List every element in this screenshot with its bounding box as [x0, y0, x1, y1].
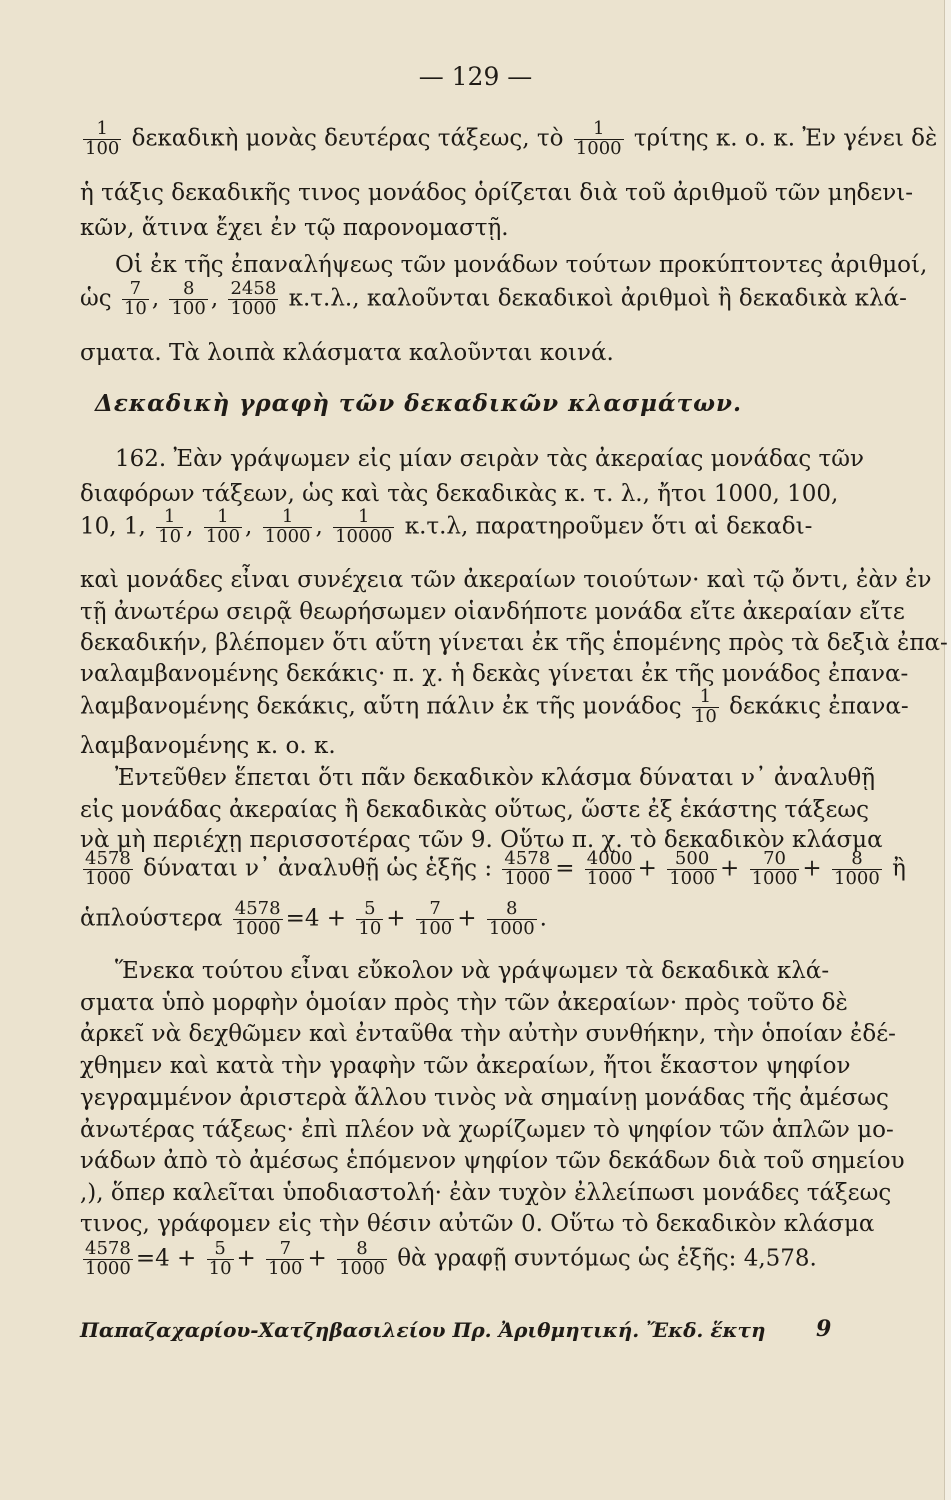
text-line: ναλαμβανομένης δεκάκις· π. χ. ἡ δεκὰς γίνεται ἐκ τῆς μονάδος ἐπανα-: [80, 661, 909, 687]
text-line: Οἱ ἐκ τῆς ἐπαναλήψεως τῶν μονάδων τούτων προκύπτοντες ἀριθμοί,: [115, 252, 928, 278]
text-line: Ἐντεῦθεν ἕπεται ὅτι πᾶν δεκαδικὸν κλάσμα δύναται ν᾽ ἀναλυθῇ: [115, 765, 876, 791]
text-line: ἀρκεῖ νὰ δεχθῶμεν καὶ ἐνταῦθα τὴν αὐτὴν συνθήκην, τὴν ὁποίαν ἐδέ-: [80, 1021, 896, 1047]
text-line: σματα. Τὰ λοιπὰ κλάσματα καλοῦνται κοινά.: [80, 340, 614, 366]
fraction: $\frac{5}{10}$: [358, 898, 382, 939]
fraction: $\frac{1}{1000}$: [575, 118, 622, 159]
fraction: $\frac{500}{1000}$: [669, 848, 716, 889]
text-line: ἡ τάξις δεκαδικῆς τινος μονάδος ὁρίζεται διὰ τοῦ ἀριθμοῦ τῶν μηδενι-: [80, 180, 914, 206]
text-line: κῶν, ἅτινα ἔχει ἐν τῷ παρονομαστῇ.: [80, 215, 509, 241]
fraction: $\frac{8}{1000}$: [834, 848, 880, 889]
fraction: $\frac{7}{100}$: [268, 1238, 303, 1279]
fraction: $\frac{70}{1000}$: [751, 848, 798, 889]
text-line: γεγραμμένον ἀριστερὰ ἄλλου τινὸς νὰ σημαίνῃ μονάδας τῆς ἀμέσως: [80, 1085, 889, 1111]
fraction: $\frac{8}{100}$: [171, 278, 206, 319]
text-line: διαφόρων τάξεων, ὡς καὶ τὰς δεκαδικὰς κ. τ. λ., ἤτοι 1000, 100,: [80, 481, 839, 507]
text-line: τῇ ἀνωτέρω σειρᾷ θεωρήσωμεν οἱανδήποτε μονάδα εἴτε ἀκεραίαν εἴτε: [80, 599, 905, 625]
equation-line: $\frac{4578}{1000}$ =4 + $\frac{5}{10}$ + $\frac{7}{100}$ + $\frac{8}{1000}$ θὰ γραφῇ συντόμως ὡς ἑξῆς: 4,578.: [85, 1238, 817, 1279]
text-line: λαμβανομένης κ. ο. κ.: [80, 733, 336, 759]
fraction: $\frac{4578}{1000}$: [234, 898, 281, 939]
page-edge: [944, 0, 951, 1500]
page-number: — 129 —: [418, 62, 533, 91]
fraction: $\frac{5}{10}$: [208, 1238, 232, 1279]
fraction: $\frac{1}{100}$: [85, 118, 120, 159]
fraction: $\frac{4578}{1000}$: [85, 1238, 131, 1279]
fraction: $\frac{1}{10}$: [158, 506, 182, 547]
text-line: $\frac{1}{100}$ δεκαδικὴ μονὰς δευτέρας τάξεως, τὸ $\frac{1}{1000}$ τρίτης κ. ο. κ. Ἐν γένει δὲ: [85, 118, 938, 159]
text-line: Ἕνεκα τούτου εἶναι εὔκολον νὰ γράψωμεν τὰ δεκαδικὰ κλά-: [115, 958, 830, 984]
text-line: νάδων ἀπὸ τὸ ἀμέσως ἑπόμενον ψηφίον τῶν δεκάδων διὰ τοῦ σημείου: [80, 1148, 905, 1174]
text-line: χθημεν καὶ κατὰ τὴν γραφὴν τῶν ἀκεραίων, ἤτοι ἕκαστον ψηφίον: [80, 1053, 851, 1079]
text-line: τινος, γράφομεν εἰς τὴν θέσιν αὐτῶν 0. Οὕτω τὸ δεκαδικὸν κλάσμα: [80, 1211, 875, 1237]
fraction: $\frac{7}{100}$: [417, 898, 453, 939]
text-line: ,), ὅπερ καλεῖται ὑποδιαστολή· ἐὰν τυχὸν ἐλλείπωσι μονάδες τάξεως: [80, 1180, 892, 1206]
fraction: $\frac{7}{10}$: [123, 278, 147, 319]
fraction: $\frac{4578}{1000}$: [85, 848, 131, 889]
text-line: λαμβανομένης δεκάκις, αὕτη πάλιν ἐκ τῆς μονάδος $\frac{1}{10}$ δεκάκις ἐπανα-: [80, 686, 909, 727]
fraction: $\frac{4000}{1000}$: [586, 848, 633, 889]
fraction: $\frac{1}{1000}$: [264, 506, 311, 547]
text-line: 162. Ἐὰν γράψωμεν εἰς μίαν σειρὰν τὰς ἀκεραίας μονάδας τῶν: [115, 446, 865, 472]
fraction: $\frac{4578}{1000}$: [504, 848, 551, 889]
fraction: $\frac{1}{100}$: [205, 506, 241, 547]
text-line: καὶ μονάδες εἶναι συνέχεια τῶν ἀκεραίων τοιούτων· καὶ τῷ ὄντι, ἐὰν ἐν: [80, 567, 932, 593]
section-heading: Δεκαδικὴ γραφὴ τῶν δεκαδικῶν κλασμάτων.: [95, 390, 742, 417]
text-line: νὰ μὴ περιέχῃ περισσοτέρας τῶν 9. Οὕτω π. χ. τὸ δεκαδικὸν κλάσμα: [80, 827, 883, 853]
footer-citation: Παπαζαχαρίου-Χατζηβασιλείου Πρ. Ἀριθμητική. Ἔκδ. ἕκτη: [80, 1318, 766, 1342]
fraction: $\frac{1}{10}$: [693, 686, 717, 727]
text-line: ὡς $\frac{7}{10}$ , $\frac{8}{100}$ , $\frac{2458}{1000}$ κ.τ.λ., καλοῦνται δεκαδικοὶ ἀριθμοὶ ἢ δεκαδικὰ κλά-: [80, 278, 907, 319]
text-line: εἰς μονάδας ἀκεραίας ἢ δεκαδικὰς οὕτως, ὥστε ἐξ ἑκάστης τάξεως: [80, 797, 870, 823]
fraction: $\frac{8}{1000}$: [488, 898, 535, 939]
fraction: $\frac{1}{10000}$: [335, 506, 393, 547]
text-line: 10, 1, $\frac{1}{10}$ , $\frac{1}{100}$ , $\frac{1}{1000}$ , $\frac{1}{10000}$ κ.τ.λ, παρατηροῦμεν ὅτι αἱ δεκαδι-: [80, 506, 813, 547]
text-line: ἀνωτέρας τάξεως· ἐπὶ πλέον νὰ χωρίζωμεν τὸ ψηφίον τῶν ἁπλῶν μο-: [80, 1117, 894, 1143]
fraction: $\frac{2458}{1000}$: [230, 278, 277, 319]
equation-line: $\frac{4578}{1000}$ δύναται ν᾽ ἀναλυθῇ ὡς ἑξῆς : $\frac{4578}{1000}$ = $\frac{4000}{1000}$ + $\frac{500}{1000}$ + $\frac{70}{1000}$ + $\frac{8}{1000}$ ἢ: [85, 848, 906, 889]
equation-line: ἁπλούστερα $\frac{4578}{1000}$ =4 + $\frac{5}{10}$ + $\frac{7}{100}$ + $\frac{8}{1000}$ .: [80, 898, 547, 939]
text-line: δεκαδικήν, βλέπομεν ὅτι αὕτη γίνεται ἐκ τῆς ἑπομένης πρὸς τὰ δεξιὰ ἐπα-: [80, 630, 948, 656]
signature-mark: 9: [816, 1316, 832, 1342]
text-line: σματα ὑπὸ μορφὴν ὁμοίαν πρὸς τὴν τῶν ἀκεραίων· πρὸς τοῦτο δὲ: [80, 990, 848, 1016]
fraction: $\frac{8}{1000}$: [339, 1238, 385, 1279]
